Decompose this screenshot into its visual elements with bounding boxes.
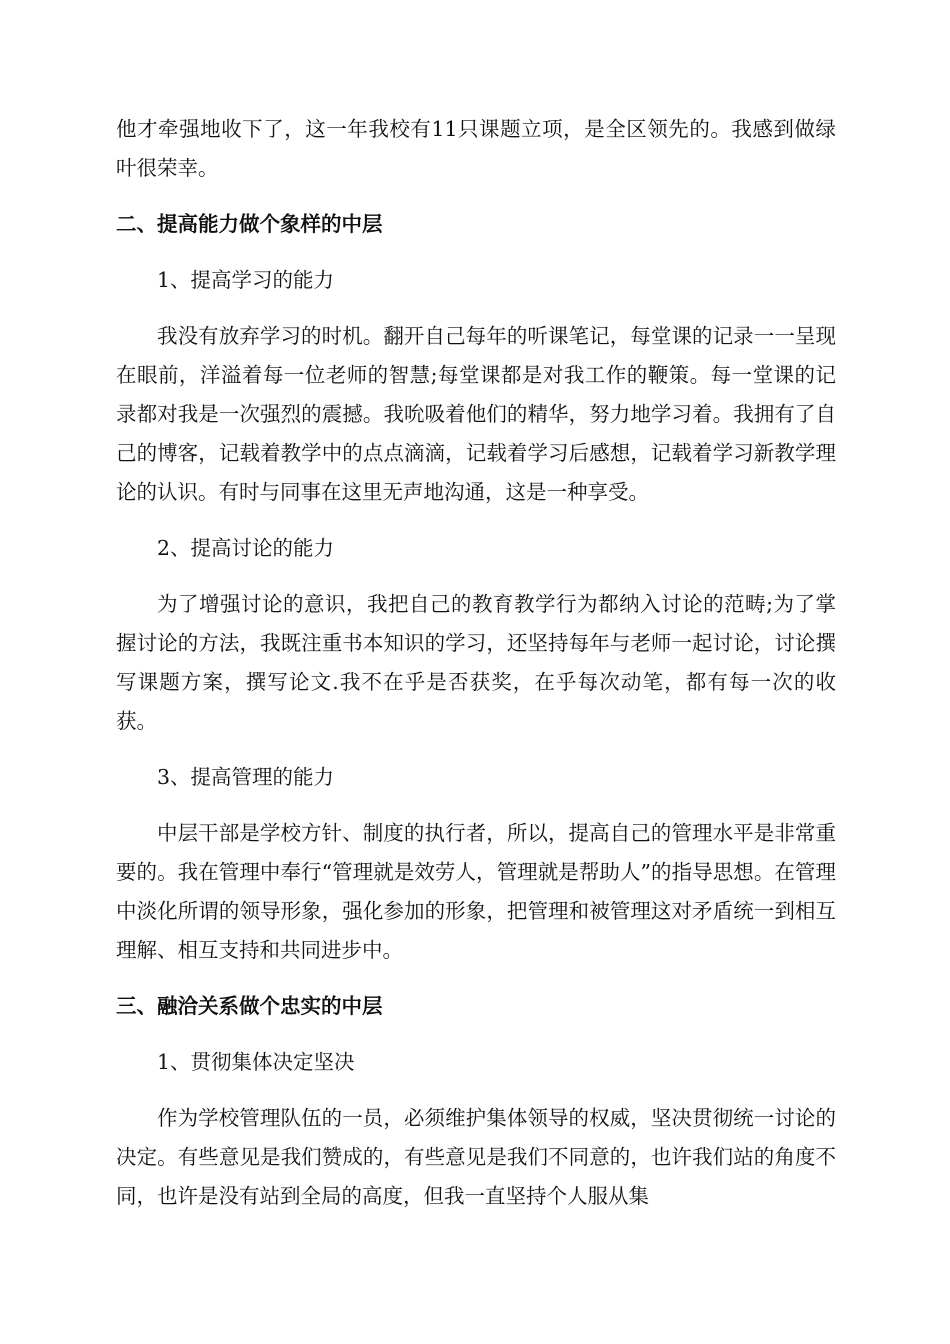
paragraph-collective-decision: 作为学校管理队伍的一员，必须维护集体领导的权威，坚决贯彻统一讨论的决定。有些意见是我们赞成的，有些意见是我们不同意的，也许我们站的角度不同，也许是没有站到全局的高度，但我一直坚持个人服从集 <box>116 1106 836 1208</box>
paragraph-continuation: 他才牵强地收下了，这一年我校有11只课题立项，是全区领先的。我感到做绿叶很荣幸。 <box>116 117 836 180</box>
document-body <box>116 110 836 1233</box>
subheading-collective-decision: 1、贯彻集体决定坚决 <box>157 1050 355 1074</box>
subheading-management: 3、提高管理的能力 <box>157 765 335 789</box>
subheading-learning: 1、提高学习的能力 <box>157 268 335 292</box>
paragraph-management: 中层干部是学校方针、制度的执行者，所以，提高自己的管理水平是非常重要的。我在管理中奉行“管理就是效劳人，管理就是帮助人”的指导思想。在管理中淡化所谓的领导形象，强化参加的形象，把管理和被管理这对矛盾统一到相互理解、相互支持和共同进步中。 <box>116 821 836 962</box>
section-heading-3: 三、融洽关系做个忠实的中层 <box>116 994 383 1018</box>
paragraph-discussion: 为了增强讨论的意识，我把自己的教育教学行为都纳入讨论的范畴;为了掌握讨论的方法，我既注重书本知识的学习，还坚持每年与老师一起讨论，讨论撰写课题方案，撰写论文.我不在乎是否获奖，在乎每次动笔，都有每一次的收获。 <box>116 592 836 733</box>
paragraph-learning: 我没有放弃学习的时机。翻开自己每年的听课笔记，每堂课的记录一一呈现在眼前，洋溢着每一位老师的智慧;每堂课都是对我工作的鞭策。每一堂课的记录都对我是一次强烈的震撼。我吮吸着他们的精华，努力地学习着。我拥有了自己的博客，记载着教学中的点点滴滴，记载着学习后感想，记载着学习新教学理论的认识。有时与同事在这里无声地沟通，这是一种享受。 <box>116 324 836 504</box>
section-heading-2: 二、提高能力做个象样的中层 <box>116 212 383 236</box>
subheading-discussion: 2、提高讨论的能力 <box>157 536 335 560</box>
